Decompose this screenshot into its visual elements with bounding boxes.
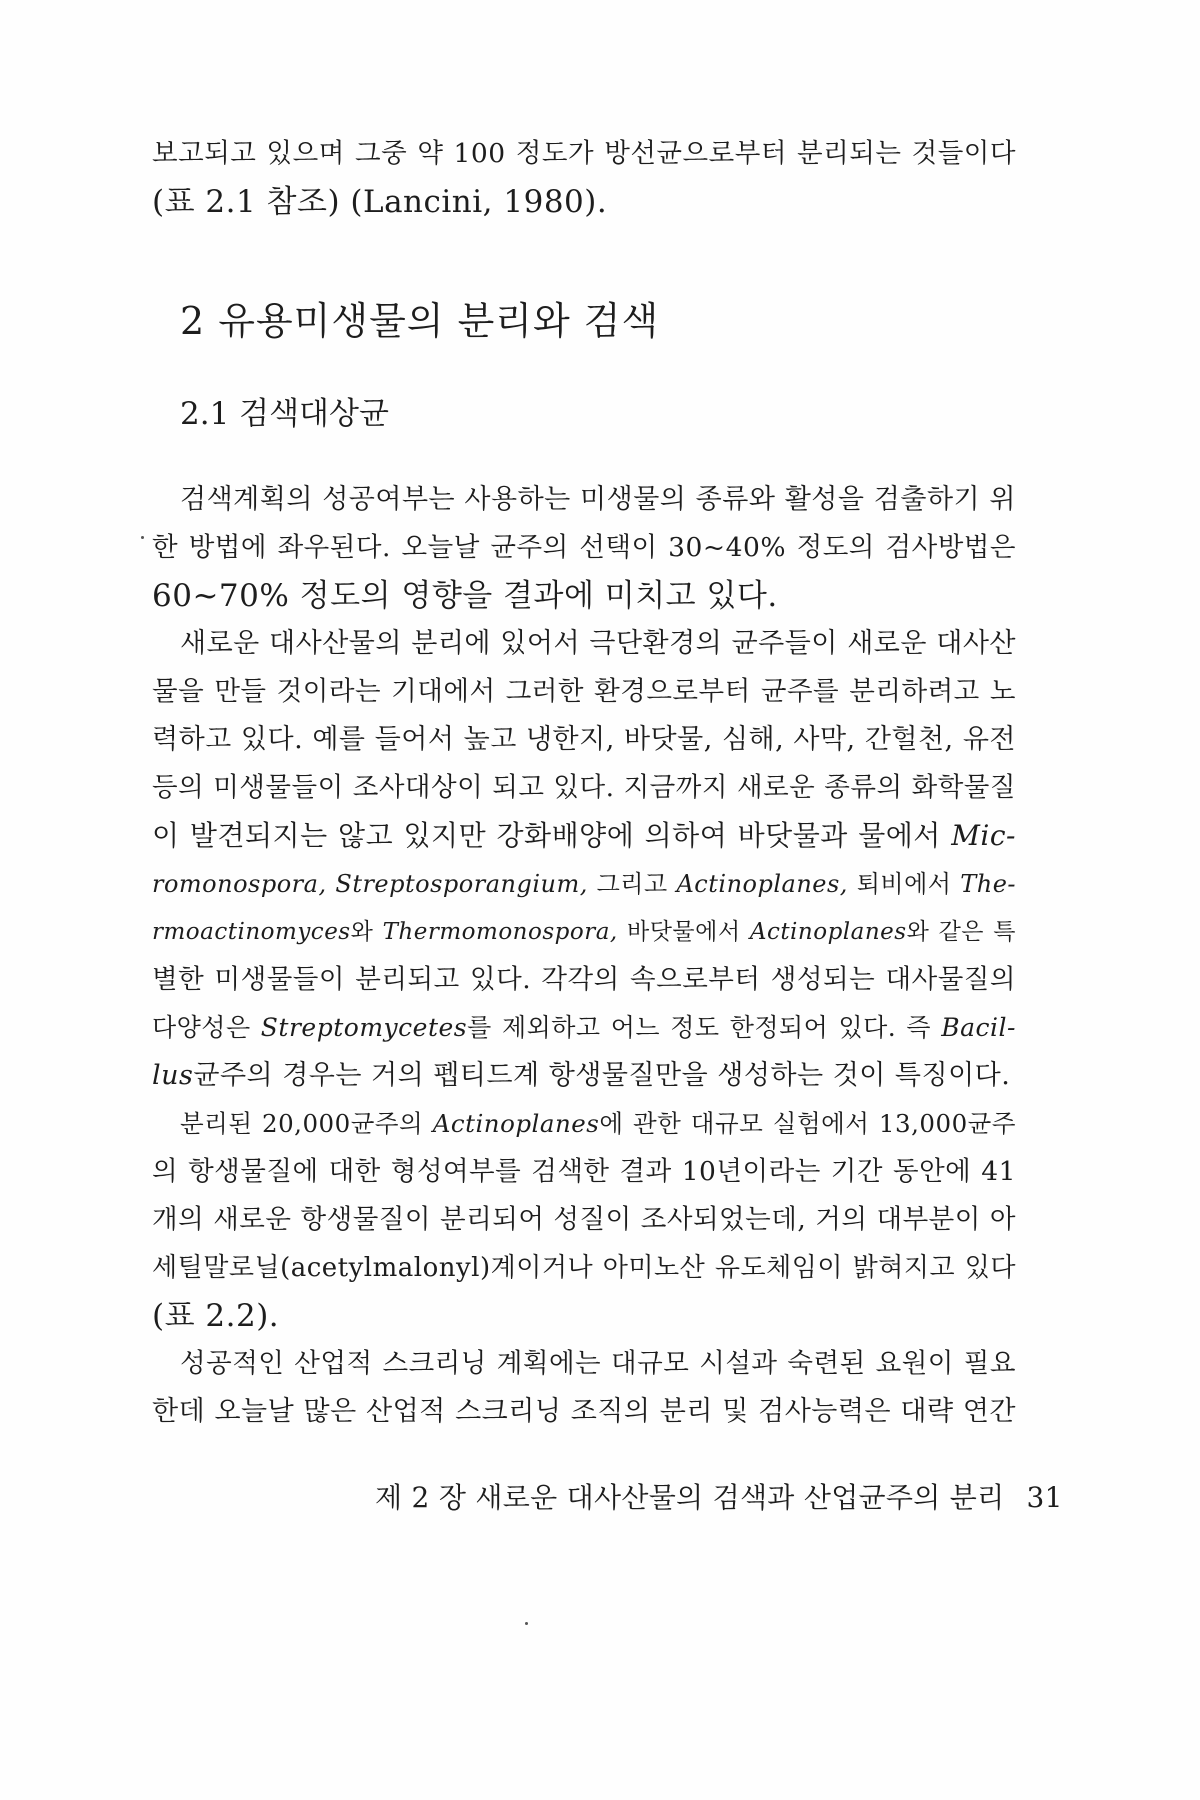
paragraph-4-line-1: 성공적인 산업적 스크리닝 계획에는 대규모 시설과 숙련된 요원이 필요	[180, 1348, 1016, 1379]
paragraph-1-line-3: 60~70% 정도의 영향을 결과에 미치고 있다.	[152, 578, 778, 614]
paragraph-2-line-9	[152, 1006, 1016, 1050]
section-heading: 2 유용미생물의 분리와 검색	[180, 299, 660, 343]
text-run: 다양성은	[152, 1013, 261, 1042]
paragraph-1-line-2: 한 방법에 좌우된다. 오늘날 균주의 선택이 30~40% 정도의 검사방법은	[152, 532, 1016, 563]
genus-name: Streptomycetes	[260, 1013, 468, 1042]
paragraph-2-line-2: 물을 만들 것이라는 기대에서 그러한 환경으로부터 균주를 분리하려고 노	[152, 676, 1016, 707]
paragraph-4-line-2: 한데 오늘날 많은 산업적 스크리닝 조직의 분리 및 검사능력은 대략 연간	[152, 1396, 1016, 1427]
text-run: 이 발견되지는 않고 있지만 강화배양에 의하여 바닷물과 물에서	[152, 819, 952, 852]
paragraph-2-line-7	[152, 910, 1016, 954]
genus-name: Actinoplanes	[749, 919, 907, 945]
paragraph-3-line-2: 의 항생물질에 대한 형성여부를 검색한 결과 10년이라는 기간 동안에 41	[152, 1156, 1016, 1187]
intro-line-1: 보고되고 있으며 그중 약 100 정도가 방선균으로부터 분리되는 것들이다	[152, 138, 1016, 169]
paragraph-2-line-1: 새로운 대사산물의 분리에 있어서 극단환경의 균주들이 새로운 대사산	[180, 628, 1016, 659]
text-run: 균주의 경우는 거의 펩티드계 항생물질만을 생성하는 것이 특징이다.	[193, 1060, 1011, 1091]
paragraph-3-line-4: 세틸말로닐(acetylmalonyl)계이거나 아미노산 유도체임이 밝혀지고 있다	[152, 1253, 1016, 1283]
genus-name: Actinoplanes	[432, 1109, 600, 1138]
paragraph-2-line-3: 력하고 있다. 예를 들어서 높고 냉한지, 바닷물, 심해, 사막, 간헐천, 유전	[152, 724, 1016, 755]
genus-name: Mic-	[951, 819, 1016, 852]
paragraph-2-line-10	[152, 1054, 1016, 1098]
paragraph-2-line-6	[152, 862, 1016, 906]
genus-name: romonospora,	[152, 870, 327, 898]
text-run: 와	[350, 919, 383, 945]
text-run: 그리고	[587, 870, 677, 898]
paragraph-2-line-4: 등의 미생물들이 조사대상이 되고 있다. 지금까지 새로운 종류의 화학물질	[152, 772, 1016, 803]
paragraph-3-line-5: (표 2.2).	[152, 1298, 280, 1334]
intro-line-2: (표 2.1 참조) (Lancini, 1980).	[152, 184, 608, 220]
text-run: 바닷물에서	[617, 919, 750, 945]
running-title: 제 2 장 새로운 대사산물의 검색과 산업균주의 분리	[375, 1481, 1005, 1514]
text-run: 와 같은 특	[906, 919, 1016, 945]
scan-speck	[525, 1622, 528, 1625]
page-footer	[375, 1478, 1063, 1518]
genus-name: Bacil-	[941, 1013, 1016, 1042]
paragraph-1-line-1: 검색계획의 성공여부는 사용하는 미생물의 종류와 활성을 검출하기 위	[180, 484, 1016, 515]
genus-name: lus	[152, 1060, 194, 1091]
genus-name: Thermomonospora,	[382, 919, 618, 945]
text-run: 분리된 20,000균주의	[180, 1109, 433, 1138]
text-run: 퇴비에서	[847, 870, 961, 898]
text-run: 에 관한 대규모 실험에서 13,000균주	[599, 1109, 1016, 1138]
paragraph-3-line-1	[180, 1102, 1016, 1146]
text-run: 를 제외하고 어느 정도 한정되어 있다. 즉	[467, 1013, 942, 1042]
section-subheading: 2.1 검색대상균	[180, 396, 389, 432]
genus-name: rmoactinomyces	[152, 919, 351, 945]
paragraph-3-line-3: 개의 새로운 항생물질이 분리되어 성질이 조사되었는데, 거의 대부분이 아	[152, 1204, 1016, 1235]
paragraph-2-line-5	[152, 814, 1016, 858]
page-number: 31	[1026, 1481, 1063, 1514]
genus-name: Streptosporangium,	[335, 870, 588, 898]
paragraph-2-line-8: 별한 미생물들이 분리되고 있다. 각각의 속으로부터 생성되는 대사물질의	[152, 964, 1016, 995]
genus-name: Actinoplanes,	[676, 870, 848, 898]
scan-speck	[141, 536, 144, 539]
genus-name: The-	[960, 870, 1017, 898]
